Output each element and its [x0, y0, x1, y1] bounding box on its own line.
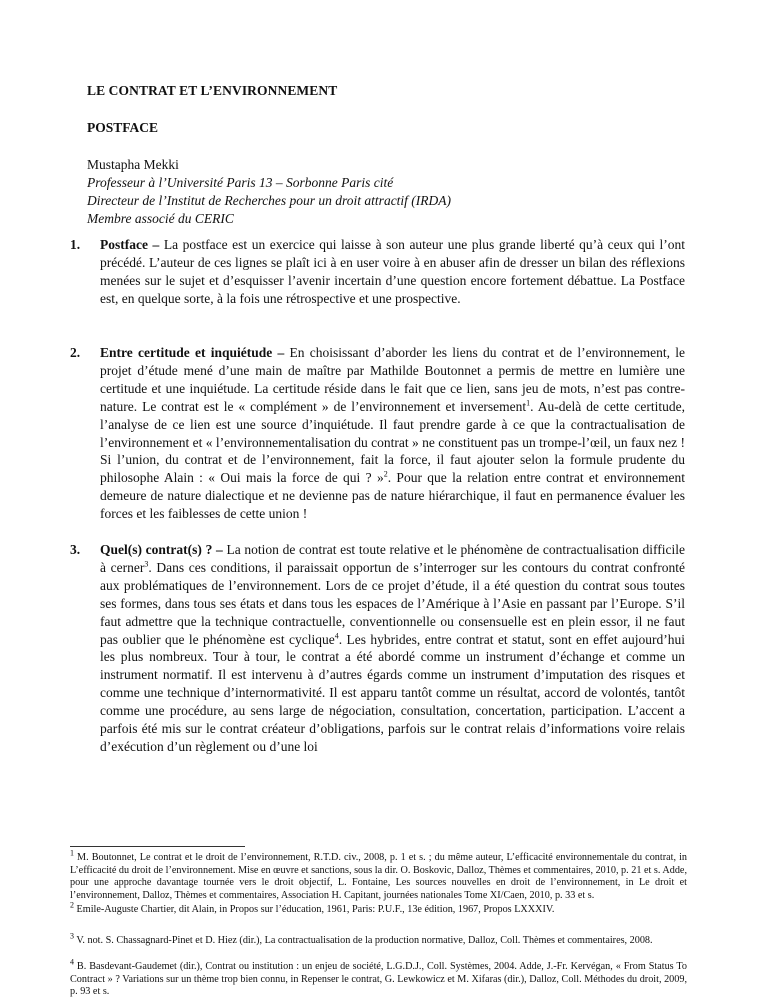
footnote-2 — [70, 900, 687, 917]
footnote-text: M. Boutonnet, Le contrat et le droit de l’environnement, R.T.D. civ., 2008, p. 1 et s. ; du même auteur, L’efficacité environnementale du contrat, in L’efficacité du droit de l’environnement. Mise en œuvre et sanctions, sous la dir. O. Boskovic, Dalloz, Thèmes et commentaires, 2010, p. 21 et s. Adde, pour une approche davantage tournée vers le droit objectif, L. Fontaine, Les sources nouvelles en droit de l’environnement, in Le droit et l’environnement, Dalloz, Thèmes et commentaires, Association H. Capitant, journées nationales Tome XI/Caen, 2010, p. 33 et s. — [70, 852, 687, 901]
paragraph-heading: Postface – — [100, 237, 160, 252]
paragraph-body — [100, 541, 685, 756]
footnote-4 — [70, 957, 687, 999]
paragraph-number: 1. — [70, 237, 81, 252]
footnote-text: V. not. S. Chassagnard-Pinet et D. Hiez (dir.), La contractualisation de la production normative, Dalloz, Coll. Thèmes et commentaires, 2008. — [74, 935, 653, 946]
paragraph-heading: Entre certitude et inquiétude – — [100, 345, 285, 360]
paragraph-text: . Au-delà de cette certitude, l’analyse de ce lien est une source d’inquiétude. Il faut prendre garde à ce que la contractualisation de l’environnement et « l’environnementalisation du contrat » ne constituent pas un trompe-l’œil, un faux nez ! Si l’union, du contrat et de l’environnement, fait la force, il faut ajouter selon la formule prudente du philosophe Alain : « Oui mais la force de qui ? » — [100, 398, 685, 486]
author-name: Mustapha Mekki — [87, 157, 179, 172]
paragraph-body — [100, 344, 685, 523]
document-title: LE CONTRAT ET L’ENVIRONNEMENT — [87, 83, 338, 98]
paragraph-1 — [70, 236, 685, 308]
footnote-mark: 3 — [70, 931, 74, 941]
footnote-text: B. Basdevant-Gaudemet (dir.), Contrat ou institution : un enjeu de société, L.G.D.J., Coll. Systèmes, 2004. Adde, J.-Fr. Kervégan, « From Status To Contract » ? Variations sur un thème trop bien connu, in Repenser le contrat, G. Lewkowicz et M. Xifaras (dir.), Dalloz, Coll. Méthodes du droit, 2009, p. 93 et s. — [70, 961, 687, 998]
paragraph-heading: Quel(s) contrat(s) ? – — [100, 542, 223, 557]
paragraph-number: 3. — [70, 542, 81, 557]
footnote-ref[interactable]: 2 — [383, 469, 388, 479]
footnote-ref[interactable]: 1 — [526, 398, 531, 408]
section-title: POSTFACE — [87, 120, 159, 135]
footnote-ref[interactable]: 3 — [144, 559, 149, 569]
paragraph-text: La postface est un exercice qui laisse à son auteur une plus grande liberté qu’à ceux qui l’ont précédé. L’auteur de ces lignes se plaît ici à en user voire à en abuser afin de dresser un bilan des réflexions menées sur le sujet et d’esquisser l’avenir incertain d’une question encore fortement débattue. La Postface est, en quelque sorte, à la fois une rétrospective et une prospective. — [100, 237, 685, 306]
paragraph-text: En choisissant d’aborder les liens du contrat et de l’environnement, le projet d’étude mené d’une main de maître par Mathilde Boutonnet a permis de mettre en lumière une certitude et une inquiétude. La certitude réside dans le fait que ce lien, sans jeu de mots, n’est pas contre-nature. Le contrat est le « complément » de l’environnement et inversement — [100, 345, 685, 414]
paragraph-body — [100, 236, 685, 308]
paragraph-3 — [70, 541, 685, 756]
author-affiliation: Professeur à l’Université Paris 13 – Sorbonne Paris cité — [87, 175, 394, 190]
author-block — [87, 156, 451, 228]
footnote-mark: 2 — [70, 900, 74, 910]
footnote-3 — [70, 931, 687, 948]
author-affiliation: Directeur de l’Institut de Recherches pour un droit attractif (IRDA) — [87, 193, 452, 208]
paragraph-text: . Dans ces conditions, il paraissait opportun de s’interroger sur les contours du contrat confronté aux problématiques de l’environnement. Lors de ce projet d’étude, il a été question du contrat sous toutes ses formes, dans tous ses états et dans tous les espaces de l’Amérique à l’Asie en passant par l’Europe. S’il faut admettre que la technique contractuelle, conventionnelle ou consensuelle est en plein essor, il ne faut pas oublier que le phénomène est cyclique — [100, 559, 685, 647]
paragraph-number: 2. — [70, 345, 81, 360]
footnote-divider — [70, 846, 245, 847]
paragraph-text: . Pour que la relation entre contrat et environnement demeure de nature dialectique et ne devienne pas de nature hiérarchique, il faut en permanence évaluer les forces et les faiblesses de cette union ! — [100, 470, 685, 522]
footnote-text: Emile-Auguste Chartier, dit Alain, in Propos sur l’éducation, 1961, Paris: P.U.F., 13e édition, 1967, Propos LXXXIV. — [74, 904, 555, 915]
paragraph-text: . Les hybrides, entre contrat et statut, sont en effet aujourd’hui les plus nombreux. Tour à tour, le contrat a été abordé comme un instrument d’échange et comme un instrument normatif. Il est intervenu à d’autres égards comme un instrument d’imputation des risques et comme une technique d’internormativité. Il est apparu tantôt comme un résultat, accord de volontés, tantôt comme une procédure, au sens large de négociation, consultation, concertation, participation. L’accent a parfois été mis sur le contrat créateur d’obligations, parfois sur le contrat relais d’informations voire relais d’exécution d’un règlement ou d’une loi — [100, 631, 685, 754]
paragraph-text: La notion de contrat est toute relative et le phénomène de contractualisation difficile à cerner — [100, 542, 685, 575]
footnote-mark: 4 — [70, 957, 74, 967]
footnote-mark: 1 — [70, 848, 74, 858]
paragraph-2 — [70, 344, 685, 523]
author-affiliation: Membre associé du CERIC — [87, 211, 234, 226]
footnote-ref[interactable]: 4 — [334, 631, 339, 641]
footnote-1 — [70, 848, 687, 902]
